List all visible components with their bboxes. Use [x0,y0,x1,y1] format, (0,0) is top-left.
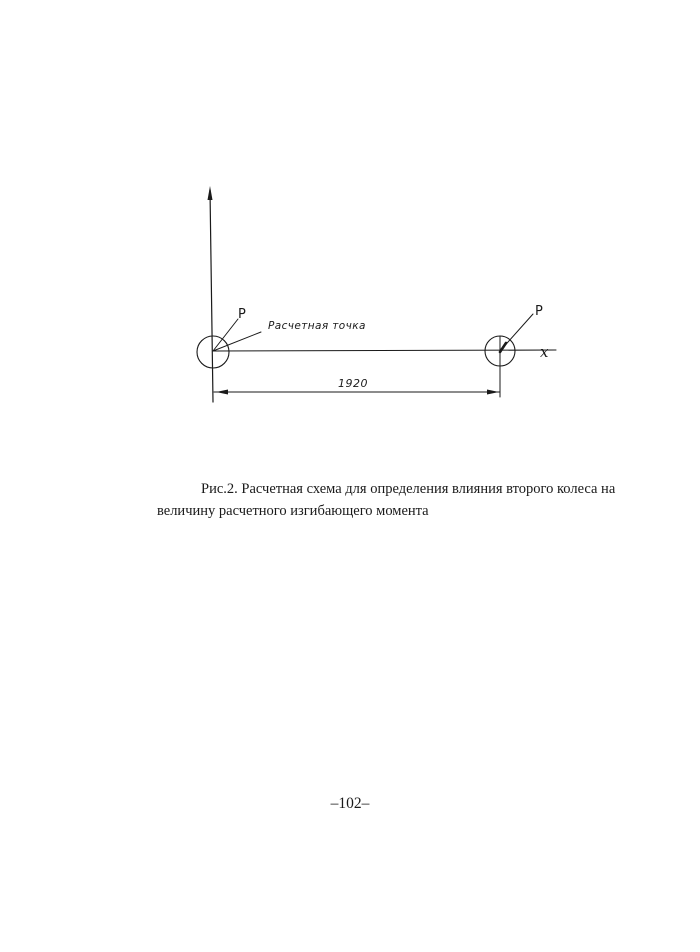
diagram-drawing [0,0,700,430]
design-scheme-figure [0,0,700,430]
y-axis-arrow-icon [208,186,213,200]
dimension-label: 1920 [338,377,368,390]
figure-caption: Рис.2. Расчетная схема для определения влияния второго колеса на величину расчетного изгибающего момента [157,480,616,519]
x-axis [213,350,556,351]
x-axis-label: x [540,343,549,361]
y-axis [210,190,213,402]
dimension-arrow-left-icon [216,390,228,395]
load-label-right: P [535,304,543,319]
page-number: –102– [330,795,370,812]
dimension-arrow-right-icon [487,390,499,395]
calc-point-label: Расчетная точка [268,320,366,332]
load-label-left: P [238,307,246,322]
